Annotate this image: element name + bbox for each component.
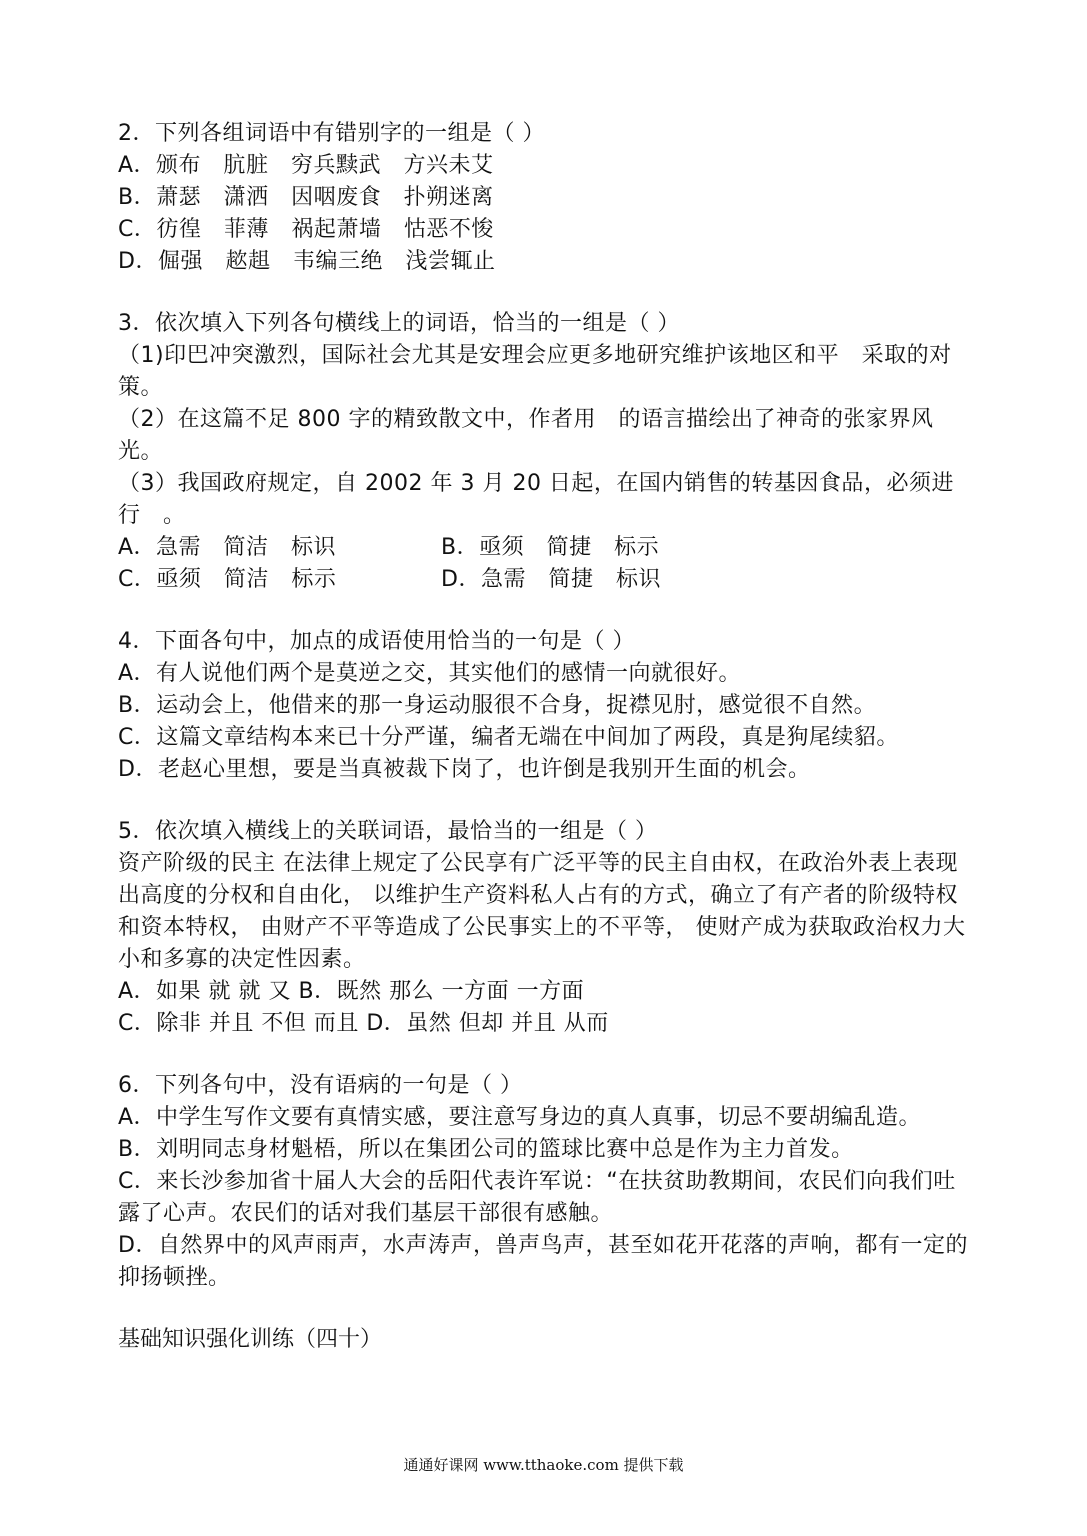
question-stem: 5．依次填入横线上的关联词语，最恰当的一组是（ ） — [118, 819, 658, 844]
option-c: C．彷徨 菲薄 祸起萧墙 怙恶不悛 — [118, 217, 494, 242]
option-d: D．倔强 趑趄 韦编三绝 浅尝辄止 — [118, 249, 496, 274]
question-2 — [118, 118, 978, 278]
passage: 资产阶级的民主 在法律上规定了公民享有广泛平等的民主自由权，在政治外表上表现出高度的分权和自由化， 以维护生产资料私人占有的方式，确立了有产者的阶级特权和资本特权， 由财产不平等造成了公民事实上的不平等， 使财产成为获取政治权力大小和多寡的决定性因素。 — [118, 851, 966, 972]
option-b: B．运动会上，他借来的那一身运动服很不合身，捉襟见肘，感觉很不自然。 — [118, 693, 877, 718]
option-b: B．亟须 简捷 标示 — [441, 535, 660, 560]
options-ab: A．如果 就 就 又 B．既然 那么 一方面 一方面 — [118, 979, 585, 1004]
option-c: C．来长沙参加省十届人大会的岳阳代表许军说：“在扶贫助教期间，农民们向我们吐露了心声。农民们的话对我们基层干部很有感触。 — [118, 1169, 956, 1226]
question-4 — [118, 626, 978, 786]
option-b: B．刘明同志身材魁梧，所以在集团公司的篮球比赛中总是作为主力首发。 — [118, 1137, 854, 1162]
sentence-3: （3）我国政府规定，自 2002 年 3 月 20 日起，在国内销售的转基因食品，必须进行 。 — [118, 471, 954, 528]
option-a: A．颁布 肮脏 穷兵黩武 方兴未艾 — [118, 153, 494, 178]
option-c: C．亟须 简洁 标示 — [118, 567, 337, 592]
question-5 — [118, 816, 978, 1040]
question-stem: 6．下列各句中，没有语病的一句是（ ） — [118, 1073, 523, 1098]
options-row-ab — [118, 532, 978, 564]
question-stem: 4．下面各句中，加点的成语使用恰当的一句是（ ） — [118, 629, 635, 654]
option-d: D．自然界中的风声雨声，水声涛声，兽声鸟声，甚至如花开花落的声响，都有一定的抑扬顿挫。 — [118, 1233, 968, 1290]
option-b: B．萧瑟 潇洒 因咽废食 扑朔迷离 — [118, 185, 494, 210]
question-stem: 2．下列各组词语中有错别字的一组是（ ） — [118, 121, 545, 146]
option-a: A．急需 简洁 标识 — [118, 535, 337, 560]
options-row-cd — [118, 564, 978, 596]
option-d: D．急需 简捷 标识 — [441, 567, 661, 592]
page-footer: 通通好课网 www.tthaoke.com 提供下载 — [403, 1456, 684, 1474]
question-3 — [118, 308, 978, 596]
sentence-1: （1)印巴冲突激烈，国际社会尤其是安理会应更多地研究维护该地区和平 采取的对策。 — [118, 343, 952, 400]
sentence-2: （2）在这篇不足 800 字的精致散文中，作者用 的语言描绘出了神奇的张家界风光。 — [118, 407, 934, 464]
section-title: 基础知识强化训练（四十） — [118, 1327, 383, 1352]
option-c: C．这篇文章结构本来已十分严谨，编者无端在中间加了两段，真是狗尾续貂。 — [118, 725, 899, 750]
options-cd: C．除非 并且 不但 而且 D．虽然 但却 并且 从而 — [118, 1011, 609, 1036]
document-body — [118, 118, 978, 1356]
option-a: A．中学生写作文要有真情实感，要注意写身边的真人真事，切忌不要胡编乱造。 — [118, 1105, 922, 1130]
question-6 — [118, 1070, 978, 1294]
option-d: D．老赵心里想，要是当真被裁下岗了，也许倒是我别开生面的机会。 — [118, 757, 811, 782]
question-stem: 3．依次填入下列各句横线上的词语，恰当的一组是（ ） — [118, 311, 680, 336]
option-a: A．有人说他们两个是莫逆之交，其实他们的感情一向就很好。 — [118, 661, 742, 686]
